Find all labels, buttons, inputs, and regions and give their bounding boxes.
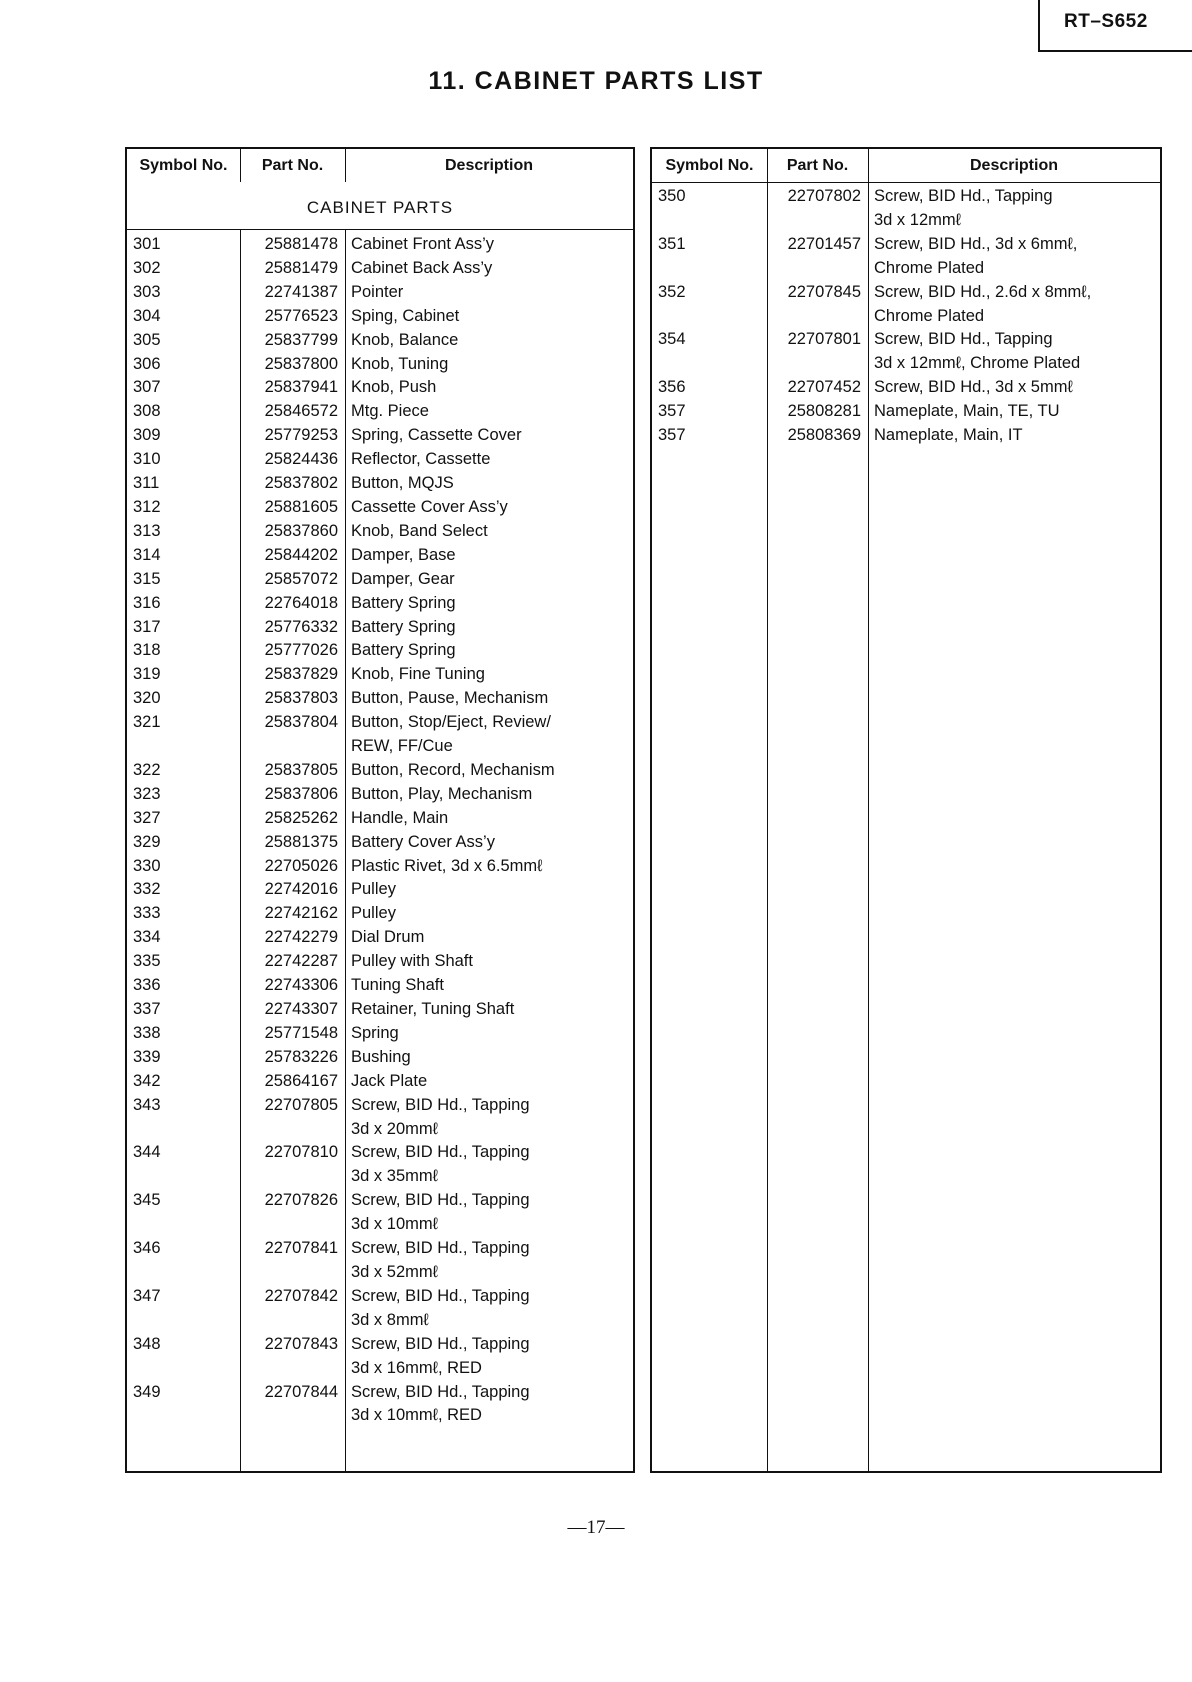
description-cell: Knob, Push: [351, 378, 437, 397]
part-no-cell: 22707810: [264, 1143, 338, 1162]
part-no-cell: 25808369: [787, 426, 861, 445]
table-row: [127, 616, 633, 640]
description-cell: Button, Record, Mechanism: [351, 760, 555, 779]
model-number: RT–S652: [1064, 11, 1148, 32]
description-cell: Battery Cover Ass’y: [351, 832, 495, 851]
symbol-no-cell: 350: [658, 187, 686, 205]
symbol-no-cell: 303: [133, 282, 161, 301]
description-cell: Nameplate, Main, IT: [874, 426, 1023, 445]
description-cell: Knob, Tuning: [351, 354, 449, 373]
header-symbol-no: Symbol No.: [665, 157, 754, 174]
table-row: [652, 281, 1160, 329]
part-no-cell: 25837941: [264, 378, 338, 397]
header-part-no: Part No.: [261, 157, 324, 174]
table-row: [127, 998, 633, 1022]
table-row: [652, 328, 1160, 376]
description-cell: Damper, Base: [351, 545, 456, 564]
model-number-box: [1038, 0, 1192, 52]
table-row: [127, 544, 633, 568]
table-row: [127, 424, 633, 448]
symbol-no-cell: 307: [133, 378, 161, 397]
description-cell: Sping, Cabinet: [351, 306, 460, 325]
description-cell: Reflector, Cassette: [351, 450, 491, 469]
header-description: Description: [444, 157, 533, 174]
part-no-cell: 22707801: [787, 330, 861, 349]
table-row: [127, 1094, 633, 1142]
table-row: [127, 663, 633, 687]
table-row: [127, 520, 633, 544]
part-no-cell: 25837799: [264, 330, 338, 349]
description-cell: Screw, BID Hd., Tapping 3d x 12mmℓ, Chrome Plated: [874, 330, 1081, 373]
part-no-cell: 25837804: [264, 713, 338, 732]
table-row: [652, 233, 1160, 281]
part-no-cell: 22707802: [787, 187, 861, 205]
symbol-no-cell: 348: [133, 1334, 161, 1353]
page-title: 11. CABINET PARTS LIST: [428, 67, 764, 95]
symbol-no-cell: 352: [658, 282, 686, 301]
symbol-no-cell: 330: [133, 856, 161, 875]
description-cell: Knob, Fine Tuning: [351, 665, 485, 684]
symbol-no-cell: 339: [133, 1047, 161, 1066]
description-cell: Bushing: [351, 1047, 411, 1066]
description-cell: Button, MQJS: [351, 474, 454, 493]
table-row: [652, 400, 1160, 424]
symbol-no-cell: 311: [133, 474, 160, 493]
description-cell: Button, Play, Mechanism: [351, 784, 533, 803]
part-no-cell: 25881479: [264, 258, 338, 277]
header-part-no: Part No.: [786, 157, 849, 174]
part-no-cell: 25779253: [264, 426, 338, 445]
header-description: Description: [969, 157, 1058, 174]
description-cell: Screw, BID Hd., 3d x 6mmℓ, Chrome Plated: [874, 234, 1078, 277]
symbol-no-cell: 301: [133, 235, 161, 253]
symbol-no-cell: 313: [133, 521, 161, 540]
description-cell: Screw, BID Hd., Tapping 3d x 52mmℓ: [351, 1239, 530, 1281]
table-row: [127, 878, 633, 902]
symbol-no-cell: 321: [133, 713, 161, 732]
description-cell: Knob, Band Select: [351, 521, 488, 540]
part-no-cell: 25783226: [264, 1047, 338, 1066]
table-row: [127, 1333, 633, 1381]
symbol-no-cell: 336: [133, 976, 161, 995]
table-row: [127, 1046, 633, 1070]
description-cell: Knob, Balance: [351, 330, 459, 349]
description-cell: Cabinet Back Ass’y: [351, 258, 493, 277]
symbol-no-cell: 343: [133, 1095, 161, 1114]
table-row: [127, 233, 633, 257]
description-cell: Dial Drum: [351, 928, 425, 947]
table-row: [127, 1381, 633, 1429]
description-cell: Screw, BID Hd., 3d x 5mmℓ: [874, 378, 1073, 397]
symbol-no-cell: 347: [133, 1286, 161, 1305]
part-no-cell: 22701457: [787, 234, 861, 253]
part-no-cell: 25777026: [264, 641, 338, 660]
description-cell: Pointer: [351, 282, 404, 301]
symbol-no-cell: 337: [133, 1000, 161, 1018]
table-row: [127, 974, 633, 998]
parts-table-right: [650, 147, 1162, 1473]
description-cell: Retainer, Tuning Shaft: [351, 1000, 515, 1018]
part-no-cell: 25837805: [264, 760, 338, 779]
part-no-cell: 22705026: [264, 856, 338, 875]
symbol-no-cell: 302: [133, 258, 161, 277]
part-no-cell: 25846572: [264, 402, 338, 421]
description-cell: Cabinet Front Ass’y: [351, 235, 495, 253]
part-no-cell: 25824436: [264, 450, 338, 469]
description-cell: Button, Stop/Eject, Review/ REW, FF/Cue: [351, 713, 551, 756]
page-number: —17—: [567, 1517, 625, 1538]
part-no-cell: 22742287: [264, 952, 338, 971]
table-row: [127, 353, 633, 377]
symbol-no-cell: 335: [133, 952, 161, 971]
symbol-no-cell: 314: [133, 545, 161, 564]
description-cell: Mtg. Piece: [351, 402, 429, 421]
symbol-no-cell: 312: [133, 497, 161, 516]
part-no-cell: 22741387: [264, 282, 338, 301]
part-no-cell: 22742016: [264, 880, 338, 899]
description-cell: Spring: [351, 1023, 399, 1042]
symbol-no-cell: 357: [658, 402, 686, 421]
table-row: [127, 639, 633, 663]
symbol-no-cell: 344: [133, 1143, 161, 1162]
description-cell: Pulley: [351, 880, 396, 899]
description-cell: Screw, BID Hd., Tapping 3d x 10mmℓ, RED: [351, 1382, 530, 1425]
symbol-no-cell: 305: [133, 330, 161, 349]
part-no-cell: 22742162: [264, 904, 338, 923]
symbol-no-cell: 309: [133, 426, 161, 445]
part-no-cell: 22743307: [264, 1000, 338, 1018]
table-row: [127, 783, 633, 807]
symbol-no-cell: 308: [133, 402, 161, 421]
table-row: [127, 1285, 633, 1333]
table-row: [127, 496, 633, 520]
symbol-no-cell: 345: [133, 1191, 161, 1210]
table-row: [127, 448, 633, 472]
table-row: [127, 855, 633, 879]
table-row: [127, 759, 633, 783]
part-no-cell: 25837860: [264, 521, 338, 540]
symbol-no-cell: 304: [133, 306, 161, 325]
part-no-cell: 25837829: [264, 665, 338, 684]
part-no-cell: 25776523: [264, 306, 338, 325]
part-no-cell: 22707841: [264, 1239, 338, 1258]
part-no-cell: 25844202: [264, 545, 338, 564]
table-row: [652, 424, 1160, 448]
description-cell: Screw, BID Hd., Tapping 3d x 8mmℓ: [351, 1286, 530, 1329]
symbol-no-cell: 306: [133, 354, 161, 373]
description-cell: Screw, BID Hd., Tapping 3d x 12mmℓ: [874, 187, 1053, 229]
symbol-no-cell: 315: [133, 569, 161, 588]
symbol-no-cell: 332: [133, 880, 161, 899]
part-no-cell: 25837800: [264, 354, 338, 373]
table-row: [127, 376, 633, 400]
symbol-no-cell: 316: [133, 593, 161, 612]
description-cell: Jack Plate: [351, 1071, 428, 1090]
table-row: [127, 592, 633, 616]
table-row: [127, 1070, 633, 1094]
description-cell: Screw, BID Hd., Tapping 3d x 35mmℓ: [351, 1143, 530, 1186]
symbol-no-cell: 333: [133, 904, 161, 923]
symbol-no-cell: 318: [133, 641, 161, 660]
description-cell: Screw, BID Hd., Tapping 3d x 20mmℓ: [351, 1095, 530, 1138]
part-no-cell: 25808281: [787, 402, 861, 421]
table-row: [127, 472, 633, 496]
part-no-cell: 22707842: [264, 1286, 338, 1305]
description-cell: Pulley with Shaft: [351, 952, 473, 971]
table-header-row: [652, 149, 1160, 183]
part-no-cell: 22743306: [264, 976, 338, 995]
table-row: [652, 185, 1160, 233]
table-row: [127, 1022, 633, 1046]
part-no-cell: 25881375: [264, 832, 338, 851]
table-row: [127, 1189, 633, 1237]
description-cell: Pulley: [351, 904, 396, 923]
symbol-no-cell: 322: [133, 760, 161, 779]
description-cell: Screw, BID Hd., Tapping 3d x 16mmℓ, RED: [351, 1334, 530, 1377]
header-symbol-no: Symbol No.: [139, 157, 228, 174]
description-cell: Nameplate, Main, TE, TU: [874, 402, 1060, 421]
table-row: [127, 305, 633, 329]
table-row: [127, 687, 633, 711]
part-no-cell: 25771548: [264, 1023, 338, 1042]
symbol-no-cell: 342: [133, 1071, 161, 1090]
part-no-cell: 22707805: [264, 1095, 338, 1114]
part-no-cell: 25776332: [264, 617, 338, 636]
table-row: [127, 950, 633, 974]
symbol-no-cell: 356: [658, 378, 686, 397]
symbol-no-cell: 319: [133, 665, 161, 684]
description-cell: Damper, Gear: [351, 569, 455, 588]
table-row: [127, 711, 633, 759]
description-cell: Spring, Cassette Cover: [351, 426, 522, 445]
symbol-no-cell: 334: [133, 928, 161, 947]
part-no-cell: 22707843: [264, 1334, 338, 1353]
table-row: [127, 807, 633, 831]
symbol-no-cell: 357: [658, 426, 686, 445]
part-no-cell: 25857072: [264, 569, 338, 588]
section-heading: CABINET PARTS: [306, 198, 454, 217]
section-heading-band: [127, 182, 633, 230]
part-no-cell: 25837802: [264, 474, 338, 493]
part-no-cell: 25825262: [264, 808, 338, 827]
part-no-cell: 25837803: [264, 689, 338, 708]
part-no-cell: 22707452: [787, 378, 861, 397]
table-row: [127, 1141, 633, 1189]
description-cell: Cassette Cover Ass’y: [351, 497, 508, 516]
description-cell: Battery Spring: [351, 641, 456, 660]
symbol-no-cell: 329: [133, 832, 161, 851]
table-row: [127, 281, 633, 305]
description-cell: Screw, BID Hd., Tapping 3d x 10mmℓ: [351, 1191, 530, 1234]
part-no-cell: 22707845: [787, 282, 861, 301]
description-cell: Battery Spring: [351, 617, 456, 636]
table-row: [652, 376, 1160, 400]
description-cell: Handle, Main: [351, 808, 449, 827]
table-row: [127, 926, 633, 950]
symbol-no-cell: 310: [133, 450, 161, 469]
part-no-cell: 22764018: [264, 593, 338, 612]
symbol-no-cell: 351: [658, 234, 686, 253]
table-row: [127, 329, 633, 353]
table-row: [127, 568, 633, 592]
part-no-cell: 25881605: [264, 497, 338, 516]
symbol-no-cell: 338: [133, 1023, 161, 1042]
table-row: [127, 400, 633, 424]
description-cell: Screw, BID Hd., 2.6d x 8mmℓ, Chrome Plated: [874, 282, 1092, 325]
table-body-right: [652, 185, 1160, 448]
description-cell: Button, Pause, Mechanism: [351, 689, 549, 708]
table-body-left: [127, 233, 633, 1428]
symbol-no-cell: 317: [133, 617, 161, 636]
table-row: [127, 902, 633, 926]
table-header-row: [127, 149, 633, 183]
symbol-no-cell: 320: [133, 689, 161, 708]
parts-table-left: [125, 147, 635, 1473]
symbol-no-cell: 323: [133, 784, 161, 803]
table-row: [127, 1237, 633, 1285]
part-no-cell: 25881478: [264, 235, 338, 253]
description-cell: Plastic Rivet, 3d x 6.5mmℓ: [351, 856, 543, 875]
part-no-cell: 25864167: [264, 1071, 338, 1090]
symbol-no-cell: 346: [133, 1239, 161, 1258]
symbol-no-cell: 327: [133, 808, 161, 827]
part-no-cell: 22742279: [264, 928, 338, 947]
table-row: [127, 831, 633, 855]
part-no-cell: 22707844: [264, 1382, 338, 1401]
part-no-cell: 25837806: [264, 784, 338, 803]
symbol-no-cell: 354: [658, 330, 686, 349]
table-row: [127, 257, 633, 281]
description-cell: Tuning Shaft: [351, 976, 444, 995]
part-no-cell: 22707826: [264, 1191, 338, 1210]
description-cell: Battery Spring: [351, 593, 456, 612]
symbol-no-cell: 349: [133, 1382, 161, 1401]
